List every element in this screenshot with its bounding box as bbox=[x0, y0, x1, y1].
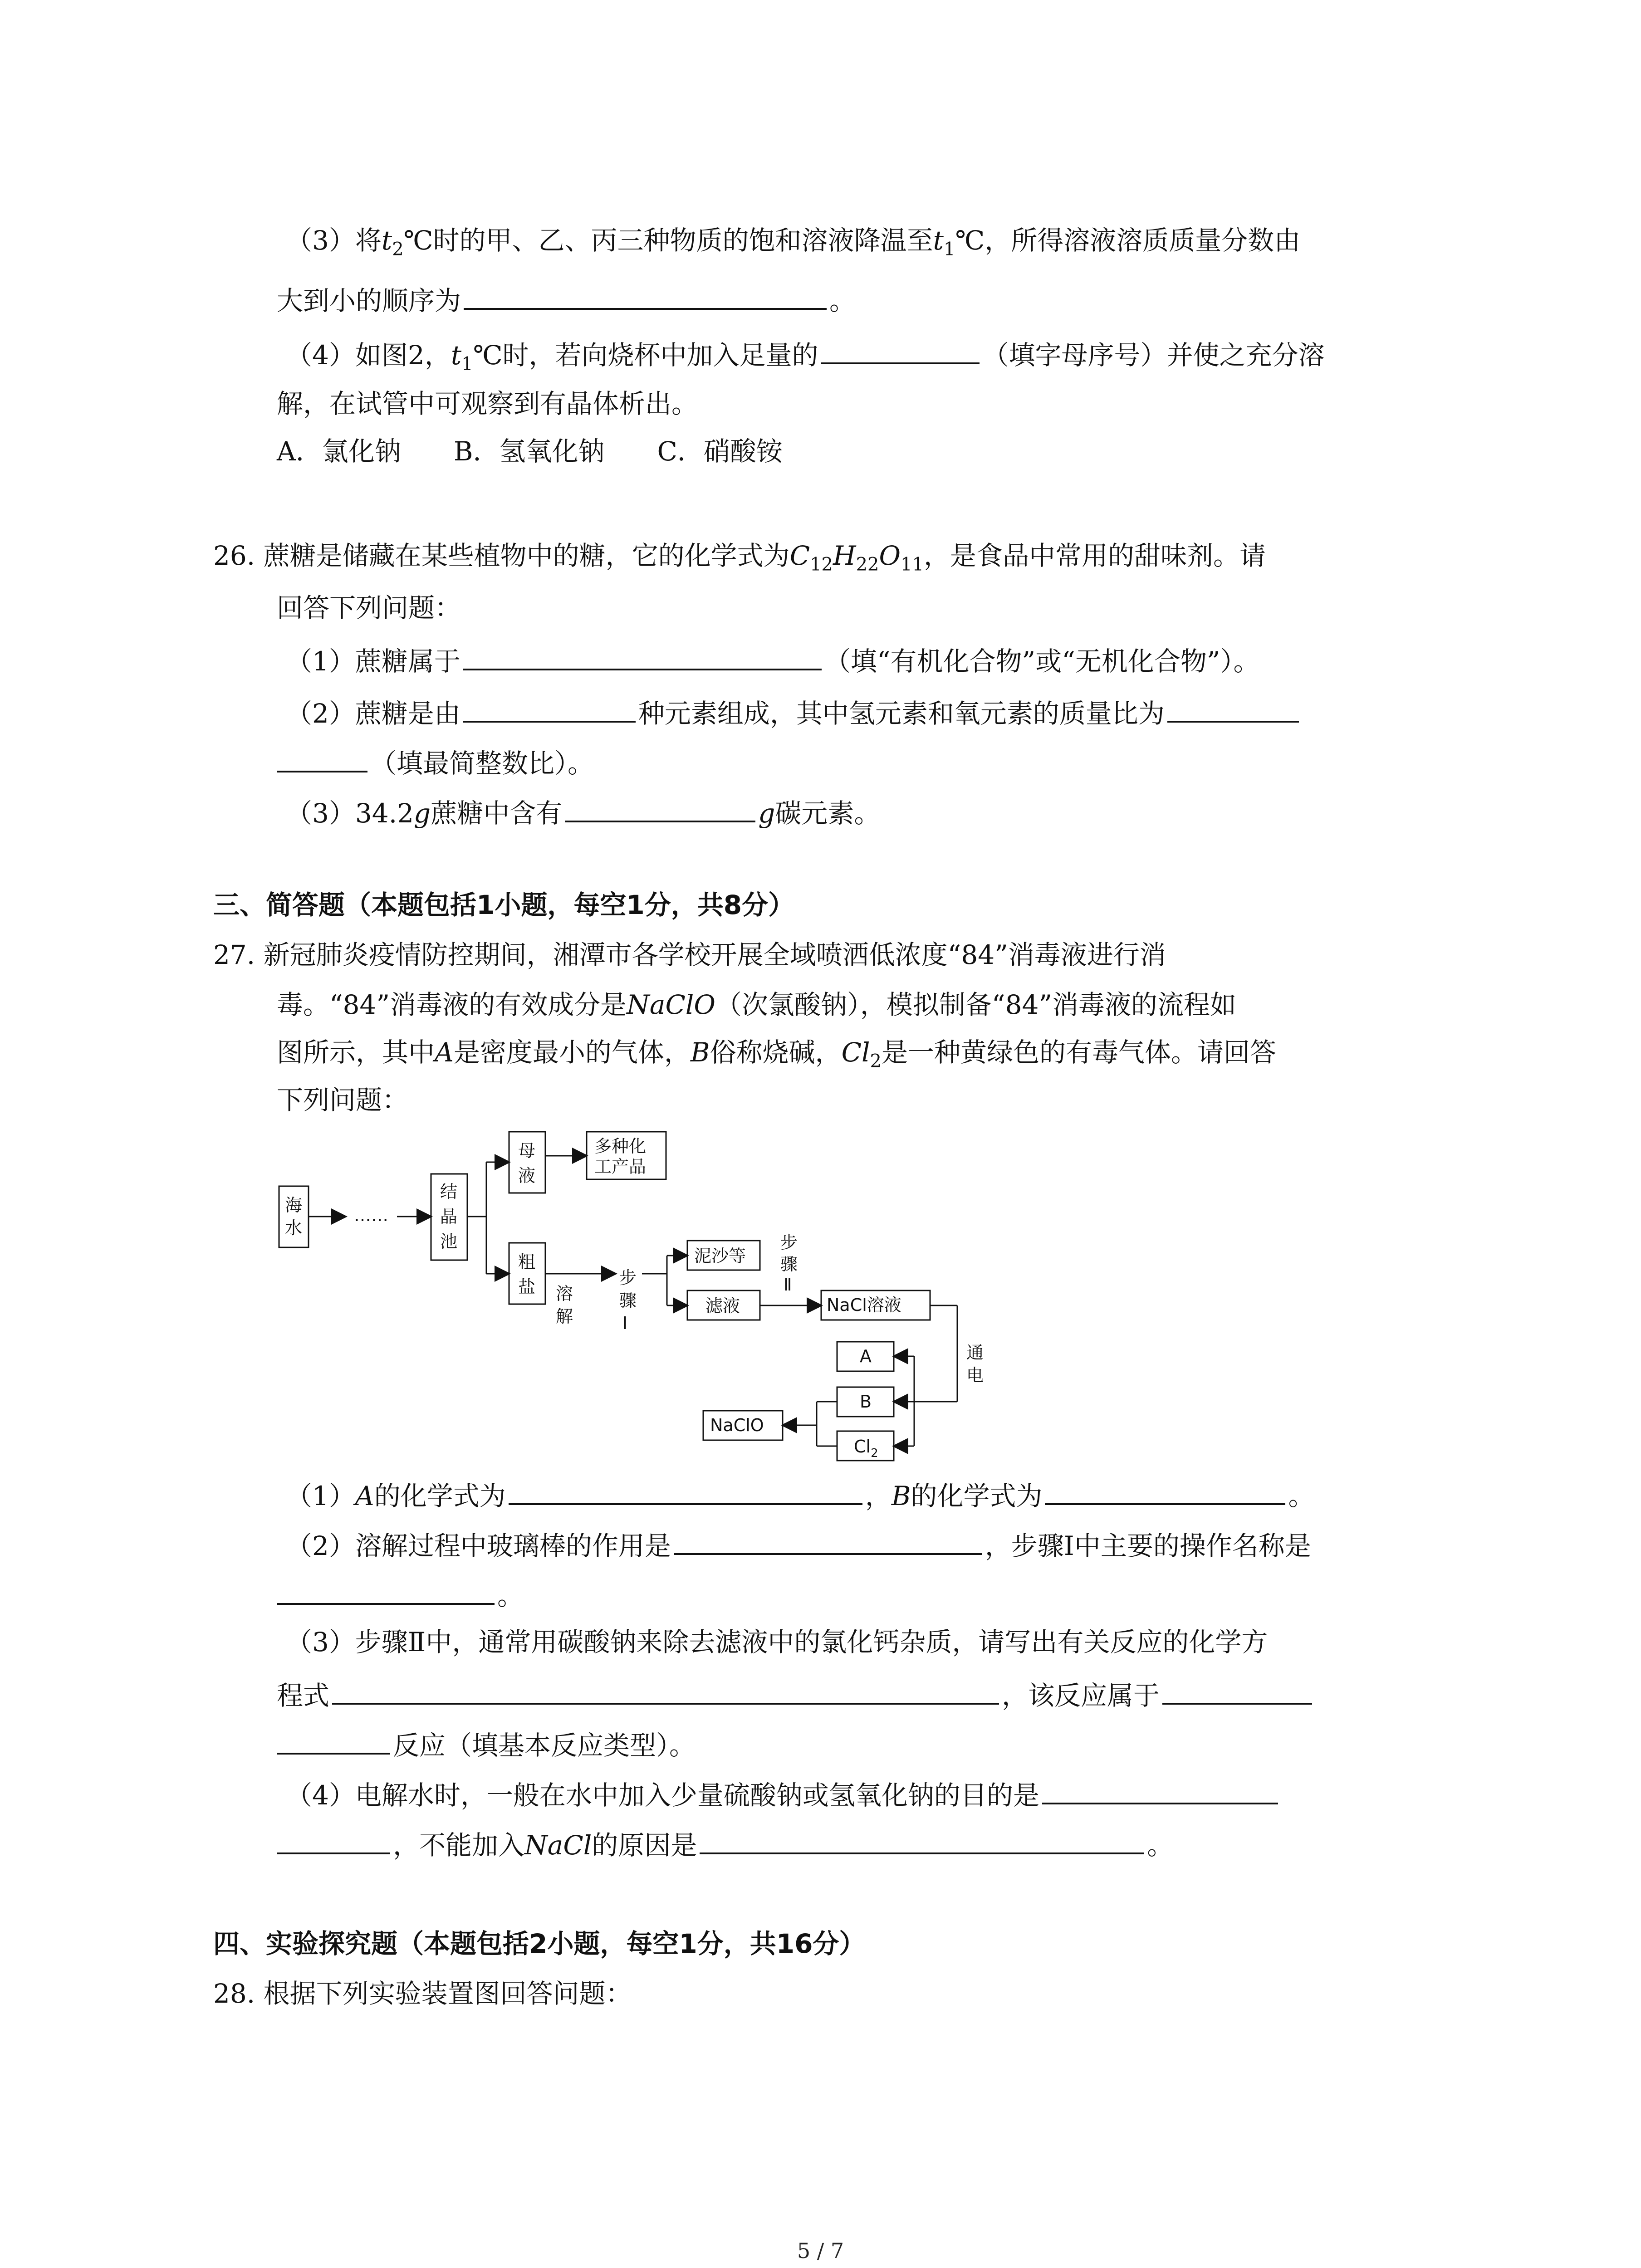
answer-blank[interactable] bbox=[277, 742, 367, 772]
q25-part4-line2: 解，在试管中可观察到有晶体析出。 bbox=[277, 388, 698, 419]
q26-part2-line2: （填最简整数比）。 bbox=[277, 742, 594, 782]
seawater-label-2: 水 bbox=[285, 1218, 303, 1238]
mother-liquor-label-2: 液 bbox=[518, 1166, 536, 1186]
answer-blank[interactable] bbox=[509, 1474, 862, 1505]
mother-liquor-label-1: 母 bbox=[518, 1141, 536, 1161]
step2-label-3: Ⅱ bbox=[784, 1275, 792, 1295]
step1-label-1: 步 bbox=[619, 1268, 637, 1288]
q27-part4-line2: ，不能加入NaCl的原因是 。 bbox=[277, 1823, 1173, 1863]
answer-blank[interactable] bbox=[464, 279, 827, 310]
answer-blank[interactable] bbox=[332, 1674, 999, 1705]
q26-part1: （1）蔗糖属于 （填“有机化合物”或“无机化合物”）。 bbox=[286, 640, 1260, 679]
step2-label-2: 骤 bbox=[780, 1254, 798, 1274]
answer-blank[interactable] bbox=[277, 1574, 495, 1605]
q25-part3-line2: 大到小的顺序为 。 bbox=[277, 279, 856, 319]
dissolve-label-1: 溶 bbox=[556, 1284, 573, 1304]
electrify-label-2: 电 bbox=[966, 1365, 984, 1385]
pool-label-1: 结 bbox=[440, 1182, 458, 1202]
cl2-label: $Cl_2$ bbox=[854, 1437, 878, 1460]
answer-blank[interactable] bbox=[821, 333, 980, 364]
q27-part3-line3: 反应（填基本反应类型）。 bbox=[277, 1724, 696, 1764]
filtrate-label: 滤液 bbox=[705, 1296, 740, 1316]
answer-blank[interactable] bbox=[674, 1524, 982, 1555]
q27-part2-line2: 。 bbox=[277, 1574, 524, 1614]
products-label-2: 工产品 bbox=[594, 1157, 647, 1177]
section-4-heading: 四、实验探究题（本题包括2小题，每空1分，共16分） bbox=[213, 1928, 866, 1959]
crude-salt-label-1: 粗 bbox=[518, 1252, 536, 1272]
step2-label-1: 步 bbox=[780, 1232, 798, 1252]
electrify-label-1: 通 bbox=[966, 1343, 984, 1363]
q27-stem-line3: 图所示，其中A是密度最小的气体，B俗称烧碱，$Cl_2$是一种黄绿色的有毒气体。请回答 bbox=[277, 1037, 1276, 1072]
answer-blank[interactable] bbox=[1167, 692, 1299, 723]
pool-label-3: 池 bbox=[440, 1232, 458, 1251]
answer-blank[interactable] bbox=[565, 792, 755, 822]
naclo-label: NaClO bbox=[710, 1415, 764, 1435]
q27-part3-line2: 程式 ，该反应属于 bbox=[277, 1674, 1315, 1714]
q26-stem-line1: 26. 蔗糖是储藏在某些植物中的糖，它的化学式为$C_{12}H_{22}O_{11}$，是食品中常用的甜味剂。请 bbox=[213, 540, 1266, 575]
answer-blank[interactable] bbox=[1042, 1774, 1278, 1804]
dissolve-label-2: 解 bbox=[556, 1306, 573, 1326]
product-a-label: A bbox=[860, 1346, 872, 1366]
q27-stem-line2: 毒。“84”消毒液的有效成分是NaClO（次氯酸钠），模拟制备“84”消毒液的流程如 bbox=[277, 989, 1237, 1020]
q25-part3-line1: （3）将$t_2℃$时的甲、乙、丙三种物质的饱和溶液降温至$t_1℃$，所得溶液溶质质量分数由 bbox=[286, 225, 1301, 260]
q27-part2-line1: （2）溶解过程中玻璃棒的作用是 ，步骤Ⅰ中主要的操作名称是 bbox=[286, 1524, 1311, 1564]
answer-blank[interactable] bbox=[277, 1823, 390, 1854]
salt-process-flowchart bbox=[277, 1129, 985, 1479]
answer-blank[interactable] bbox=[463, 640, 822, 670]
answer-blank[interactable] bbox=[1045, 1474, 1285, 1505]
q26-stem-line2: 回答下列问题： bbox=[277, 592, 461, 623]
q25-options: A．氯化钠 B．氢氧化钠 C．硝酸铵 bbox=[277, 436, 783, 467]
q27-part3-line1: （3）步骤Ⅱ中，通常用碳酸钠来除去滤液中的氯化钙杂质，请写出有关反应的化学方 bbox=[286, 1627, 1268, 1657]
answer-blank[interactable] bbox=[463, 692, 636, 723]
q26-part2-line1: （2）蔗糖是由 种元素组成，其中氢元素和氧元素的质量比为 bbox=[286, 692, 1302, 732]
products-label-1: 多种化 bbox=[594, 1136, 647, 1156]
seawater-label-1: 海 bbox=[285, 1195, 303, 1215]
product-b-label: B bbox=[860, 1392, 872, 1412]
answer-blank[interactable] bbox=[1162, 1674, 1312, 1705]
q27-stem-line1: 27. 新冠肺炎疫情防控期间，湘潭市各学校开展全域喷洒低浓度“84”消毒液进行消 bbox=[213, 939, 1166, 970]
answer-blank[interactable] bbox=[700, 1823, 1144, 1854]
page-number: 5 / 7 bbox=[797, 2239, 844, 2263]
step1-label-3: Ⅰ bbox=[622, 1313, 628, 1333]
answer-blank[interactable] bbox=[277, 1724, 390, 1755]
nacl-solution-label: NaCl溶液 bbox=[827, 1295, 901, 1315]
pool-label-2: 晶 bbox=[440, 1207, 458, 1227]
q26-part3: （3）34.2g蔗糖中含有 g碳元素。 bbox=[286, 792, 880, 831]
section-3-heading: 三、简答题（本题包括1小题，每空1分，共8分） bbox=[213, 890, 795, 920]
step1-label-2: 骤 bbox=[619, 1290, 637, 1310]
q27-part4-line1: （4）电解水时，一般在水中加入少量硫酸钠或氢氧化钠的目的是 bbox=[286, 1774, 1281, 1813]
q27-part1: （1）A的化学式为 ，B的化学式为 。 bbox=[286, 1474, 1314, 1514]
q25-part4-line1: （4）如图2，$t_1℃$时，若向烧杯中加入足量的 （填字母序号）并使之充分溶 bbox=[286, 333, 1324, 382]
crude-salt-label-2: 盐 bbox=[518, 1277, 536, 1297]
sand-label: 泥沙等 bbox=[694, 1246, 746, 1266]
q27-stem-line4: 下列问题： bbox=[277, 1085, 409, 1115]
dots-label: …… bbox=[354, 1205, 388, 1225]
q28-stem: 28. 根据下列实验装置图回答问题： bbox=[213, 1978, 632, 2009]
